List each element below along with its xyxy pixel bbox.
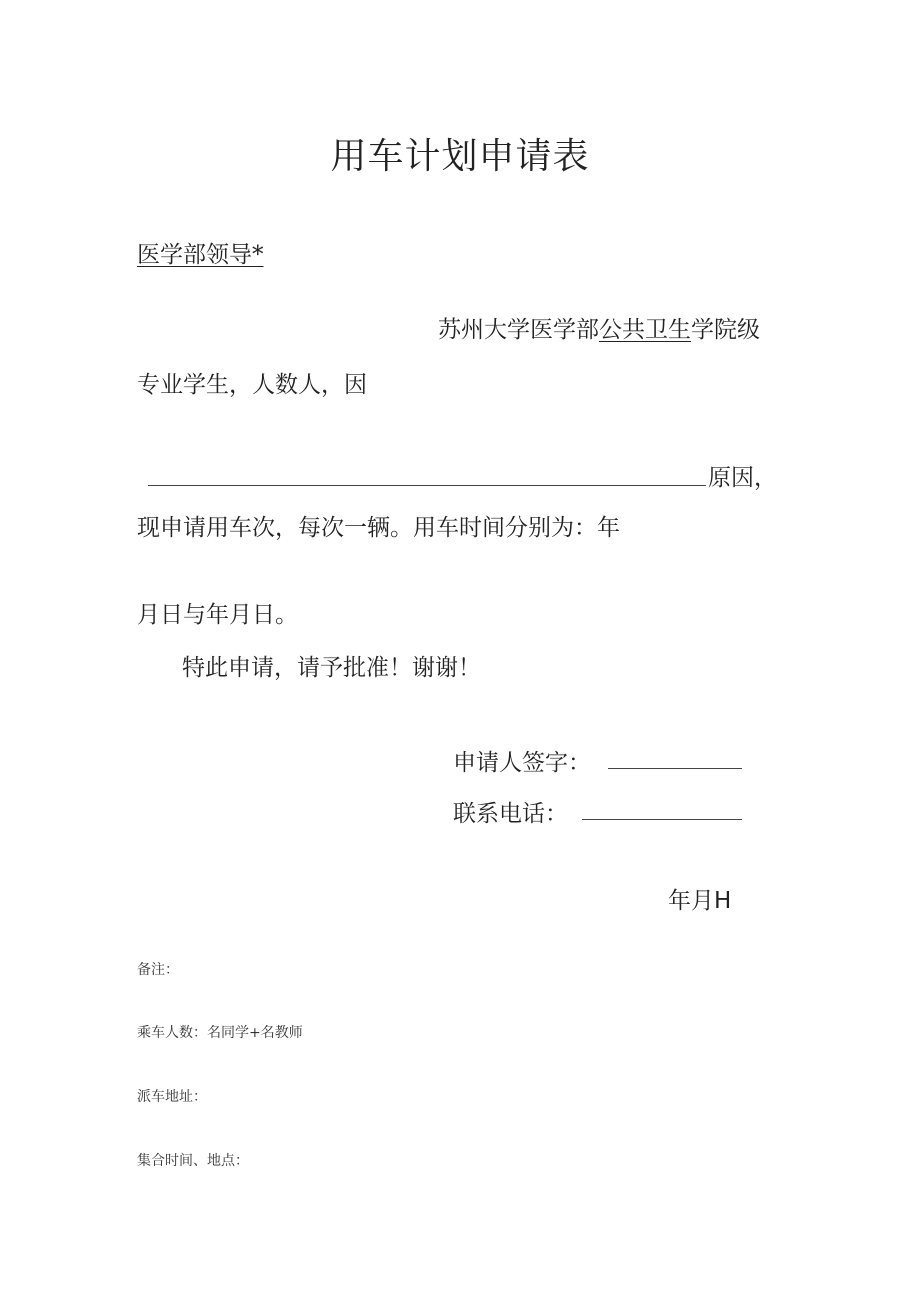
signature-blank-line xyxy=(608,768,742,769)
grade-text: 学院级 xyxy=(691,317,760,343)
reason-blank-line xyxy=(148,485,706,486)
usage-times-line: 现申请用车次，每次一辆。用车时间分别为：年 xyxy=(137,515,620,541)
note-address: 派车地址： xyxy=(137,1089,207,1105)
page-title: 用车计划申请表 xyxy=(330,136,590,177)
date-range-line: 月日与年月日。 xyxy=(137,602,298,628)
phone-label: 联系电话： xyxy=(453,801,568,827)
note-remark: 备注： xyxy=(137,962,179,978)
request-closing: 特此申请，请予批准！谢谢！ xyxy=(182,655,481,681)
date-suffix-letter: H xyxy=(714,888,732,914)
note-gathering: 集合时间、地点： xyxy=(137,1153,249,1169)
school-name: 公共卫生 xyxy=(599,317,691,343)
date-text: 年月 xyxy=(668,888,714,914)
applicant-school-line xyxy=(438,311,760,344)
salutation: 医学部领导* xyxy=(137,242,264,268)
phone-blank-line xyxy=(582,819,742,820)
signature-label: 申请人签字： xyxy=(453,750,591,776)
reason-suffix: 原因， xyxy=(708,465,777,491)
note-passengers: 乘车人数：名同学+名教师 xyxy=(137,1025,303,1041)
major-count-line: 专业学生，人数人，因 xyxy=(137,372,367,398)
university-text: 苏州大学医学部 xyxy=(438,317,599,343)
application-date xyxy=(668,882,731,915)
